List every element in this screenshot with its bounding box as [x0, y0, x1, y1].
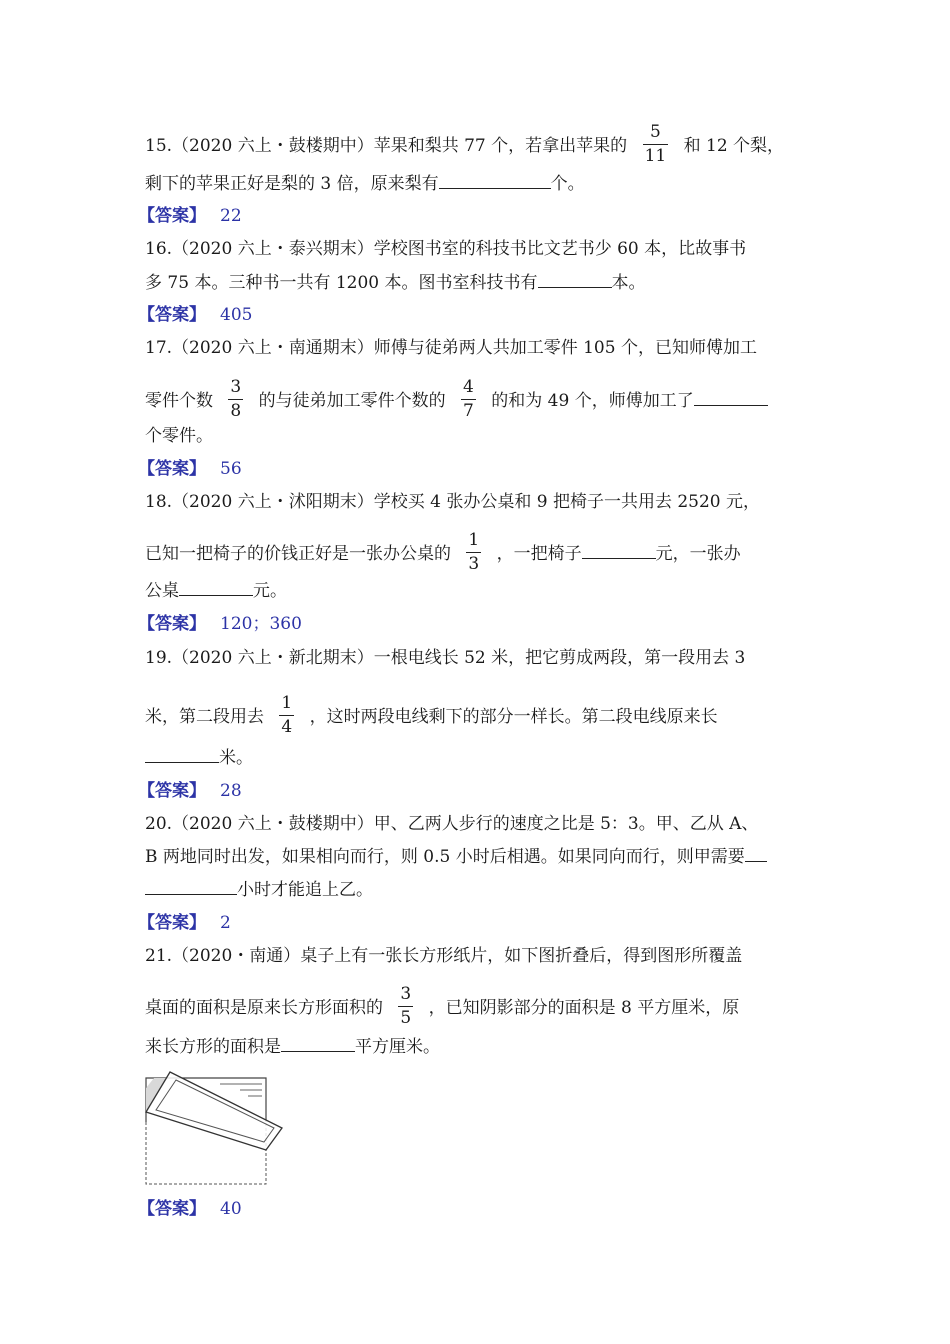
p15-line2: 剩下的苹果正好是梨的 3 倍，原来梨有 个。 — [145, 174, 585, 194]
answer-blank — [281, 1037, 355, 1052]
p16-line2: 多 75 本。三种书一共有 1200 本。图书室科技书有 本。 — [145, 273, 646, 293]
answer-blank — [538, 273, 612, 288]
p20-line2: B 两地同时出发，如果相向而行，则 0.5 小时后相遇。如果同向而行，则甲需要 — [145, 845, 767, 869]
p17-line2: 零件个数 $\frac{3}{8}$ 的与徒弟加工零件个数的 $\frac{4}{7}$ 的和为 49 个，师傅加工了 — [145, 381, 768, 422]
p18-fraction: $\frac{1}{3}$ — [468, 530, 480, 574]
p17-fraction-2: $\frac{4}{7}$ — [463, 377, 474, 421]
answer-blank — [582, 544, 656, 559]
p21-line2: 桌面的面积是原来长方形面积的 $\frac{3}{5}$ ，已知阴影部分的面积是 8 平方厘米，原 — [145, 984, 740, 1028]
p21-answer: 【答案】 40 — [138, 1199, 242, 1219]
p18-line1: 18.（2020 六上・沭阳期末）学校买 4 张办公桌和 9 把椅子一共用去 2520 元， — [145, 492, 761, 512]
p17-line3: 个零件。 — [145, 426, 213, 446]
p18-line3: 公桌 元。 — [145, 581, 287, 601]
p16-line1: 16.（2020 六上・泰兴期末）学校图书室的科技书比文艺书少 60 本，比故事书 — [145, 239, 747, 259]
p19-fraction: $\frac{1}{4}$ — [281, 693, 293, 737]
answer-blank — [745, 847, 767, 862]
p20-line1: 20.（2020 六上・鼓楼期中）甲、乙两人步行的速度之比是 5：3。甲、乙从 A、 — [145, 814, 759, 834]
answer-blank — [179, 581, 253, 596]
p17-answer: 【答案】 56 — [138, 459, 242, 479]
answer-blank — [439, 174, 551, 189]
answer-blank — [145, 748, 219, 763]
p15-line1: 15.（2020 六上・鼓楼期中）苹果和梨共 77 个，若拿出苹果的 $\frac{5}{11}$ 和 12 个梨， — [145, 122, 785, 166]
p18-answer: 【答案】 120；360 — [138, 614, 302, 634]
answer-blank — [694, 391, 768, 406]
p17-line1: 17.（2020 六上・南通期末）师傅与徒弟两人共加工零件 105 个，已知师傅加工 — [145, 338, 757, 358]
p20-answer: 【答案】 2 — [138, 913, 231, 933]
p21-line3: 来长方形的面积是 平方厘米。 — [145, 1037, 440, 1057]
p20-line3: 小时才能追上乙。 — [145, 878, 373, 902]
answer-blank-continued — [145, 880, 237, 895]
folded-paper-figure — [140, 1068, 290, 1190]
p15-fraction: $\frac{5}{11}$ — [644, 122, 667, 166]
p17-fraction-1: $\frac{3}{8}$ — [230, 377, 242, 421]
p19-line1: 19.（2020 六上・新北期末）一根电线长 52 米，把它剪成两段，第一段用去 3 — [145, 648, 746, 668]
p15-answer: 【答案】 22 — [138, 206, 242, 226]
p21-fraction: $\frac{3}{5}$ — [400, 984, 412, 1028]
p16-answer: 【答案】 405 — [138, 305, 253, 325]
p21-line1: 21.（2020・南通）桌子上有一张长方形纸片，如下图折叠后，得到图形所覆盖 — [145, 946, 743, 966]
p19-line3: 米。 — [145, 746, 253, 770]
p18-line2: 已知一把椅子的价钱正好是一张办公桌的 $\frac{1}{3}$ ，一把椅子 元，一张办 — [145, 530, 741, 574]
p19-answer: 【答案】 28 — [138, 781, 242, 801]
p19-line2: 米，第二段用去 $\frac{1}{4}$ ，这时两段电线剩下的部分一样长。第二段电线原来长 — [145, 693, 718, 737]
